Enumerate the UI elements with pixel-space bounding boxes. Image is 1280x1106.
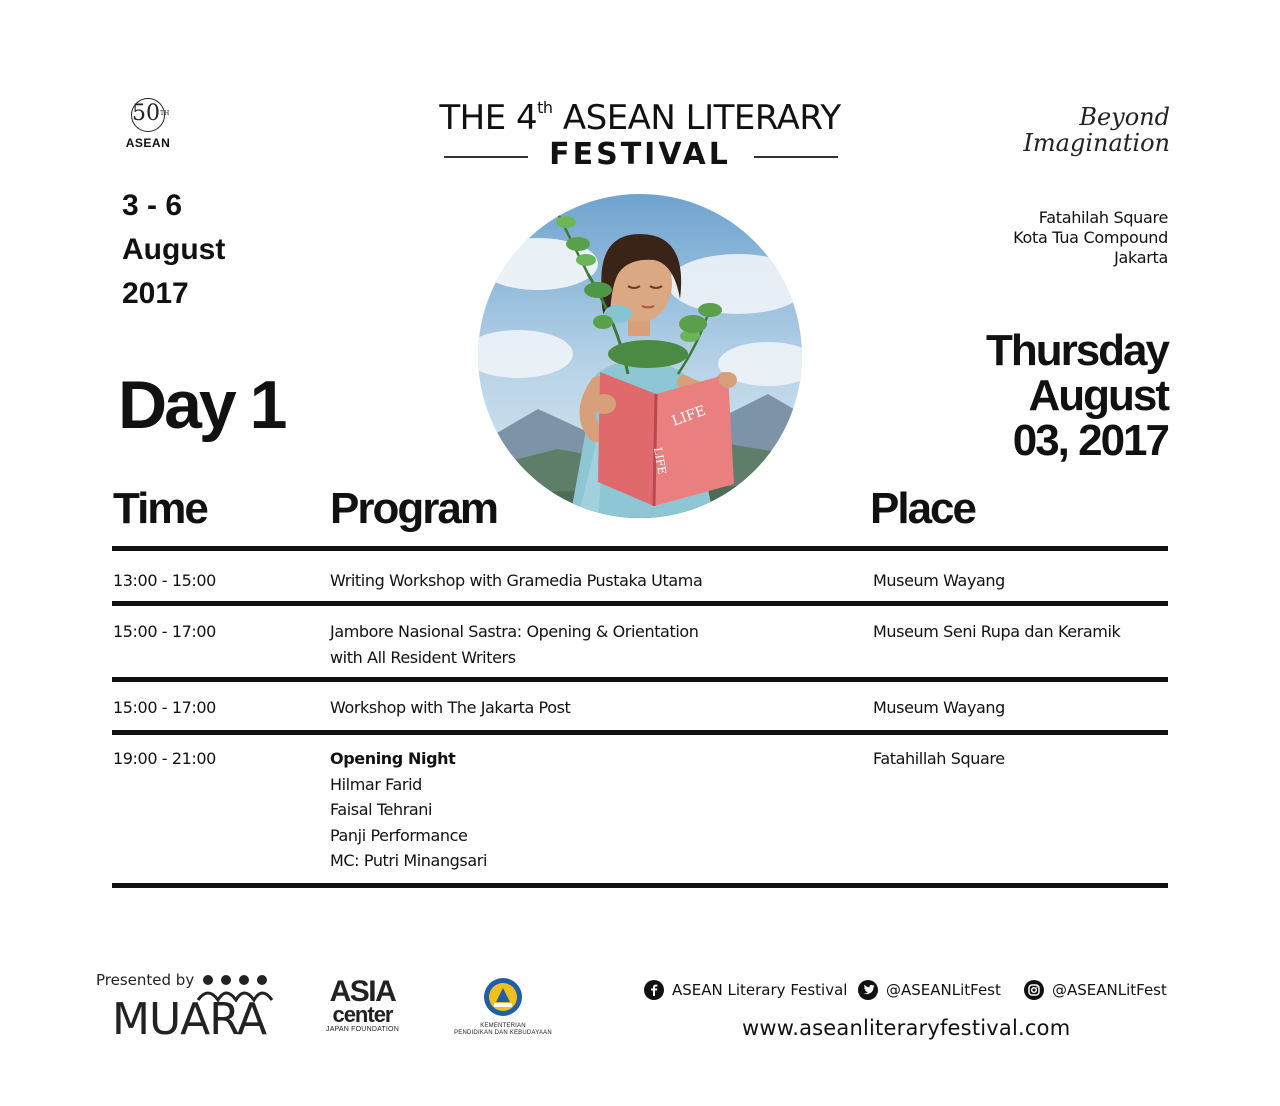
row-3-time: 15:00 - 17:00: [113, 698, 216, 717]
facebook-handle: ASEAN Literary Festival: [672, 981, 848, 999]
day-label: Day 1: [118, 367, 285, 443]
table-rule: [112, 730, 1168, 735]
facebook-link[interactable]: [644, 980, 847, 1000]
asean-50-mark: 50TH: [131, 98, 165, 132]
row-2-time: 15:00 - 17:00: [113, 622, 216, 641]
venue-address: Fatahilah Square Kota Tua Compound Jakarta: [1013, 208, 1168, 267]
row-1-place: Museum Wayang: [873, 571, 1005, 590]
kemdikbud-emblem-icon: [480, 976, 526, 1018]
row-4-time: 19:00 - 21:00: [113, 749, 216, 768]
column-header-place: Place: [870, 484, 975, 533]
festival-dates: 3 - 6 August 2017: [122, 189, 226, 310]
column-header-program: Program: [330, 484, 497, 533]
twitter-icon: [858, 980, 878, 1000]
muara-logo: MUARA: [112, 994, 267, 1045]
row-3-program: Workshop with The Jakarta Post: [330, 698, 571, 717]
row-1-program: Writing Workshop with Gramedia Pustaka Utama: [330, 571, 703, 590]
website-link[interactable]: www.aseanliteraryfestival.com: [742, 1016, 1071, 1040]
column-header-time: Time: [113, 484, 207, 533]
row-2-place: Museum Seni Rupa dan Keramik: [873, 622, 1121, 641]
instagram-link[interactable]: [1024, 980, 1167, 1000]
day-date: Thursday August 03, 2017: [985, 326, 1168, 465]
tagline: Beyond Imagination: [1023, 103, 1170, 157]
festival-title-line2: FESTIVAL: [549, 137, 731, 172]
asean-50-logo: [118, 98, 178, 154]
title-rule-right: [754, 156, 838, 158]
row-4-place: Fatahillah Square: [873, 749, 1005, 768]
table-rule-bottom: [112, 883, 1168, 888]
facebook-icon: [644, 980, 664, 1000]
asean-logo-label: ASEAN: [125, 136, 171, 150]
table-rule: [112, 677, 1168, 682]
instagram-handle: @ASEANLitFest: [1052, 981, 1167, 999]
twitter-handle: @ASEANLitFest: [886, 981, 1001, 999]
row-2-program: Jambore Nasional Sastra: Opening & Orientation with All Resident Writers: [330, 622, 699, 667]
festival-title-line1: THE 4th ASEAN LITERARY: [439, 98, 841, 138]
row-4-program: Opening Night Hilmar Farid Faisal Tehrani Panji Performance MC: Putri Minangsari: [330, 749, 488, 870]
table-rule: [112, 601, 1168, 606]
row-1-time: 13:00 - 15:00: [113, 571, 216, 590]
book-title: LIFE: [669, 402, 709, 430]
kemdikbud-logo: KEMENTERIAN PENDIDIKAN DAN KEBUDAYAAN: [440, 976, 566, 1037]
illustration-svg: [478, 194, 802, 518]
asia-center-logo: ASIA center JAPAN FOUNDATION: [326, 975, 399, 1033]
book-spine: LIFE: [651, 446, 669, 476]
row-3-place: Museum Wayang: [873, 698, 1005, 717]
presented-by-label: Presented by: [96, 971, 195, 989]
girl-reading-illustration: [478, 194, 802, 518]
twitter-link[interactable]: [858, 980, 1001, 1000]
table-rule-top: [112, 546, 1168, 551]
instagram-icon: [1024, 980, 1044, 1000]
